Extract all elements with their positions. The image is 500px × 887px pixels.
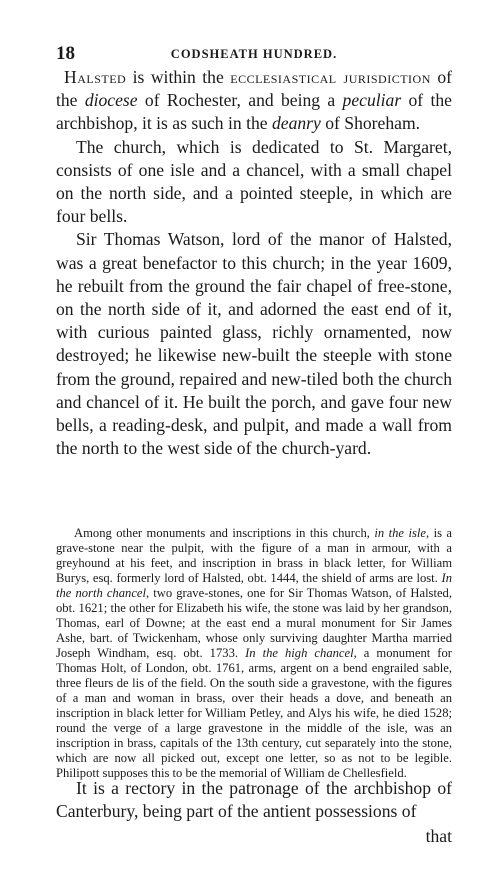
paragraph-church: The church, which is dedicated to St. Margaret, consists of one isle and a chancel, with a small chapel on the north side, and a pointed steeple, in which are four bells.	[56, 136, 452, 227]
text-span: , two grave-stones, one for Sir Thomas Watson, of Halsted, obt. 1621; the other for Elizabeth his wife, the stone was laid by her grandson, Thomas, earl of Downe; at the east end a mural monument for Sir James Ashe, bart. of Twickenham, whose only surviving daughter Martha married Joseph Windham, esq. obt. 1733.	[56, 586, 452, 660]
page-number: 18	[56, 43, 75, 64]
catchword: that	[425, 826, 452, 846]
italic-north-chancel: In the north chancel	[56, 571, 452, 600]
page-header	[56, 44, 452, 64]
italic-deanry: deanry	[271, 113, 321, 134]
italic-diocese: diocese	[84, 90, 138, 111]
monuments-note	[56, 526, 452, 781]
ecclesiastical-jurisdiction-term: ecclesiastical jurisdiction	[230, 67, 431, 87]
text-span: of the archbishop, it is as such in the	[56, 90, 452, 134]
text-span: of Shoreham.	[320, 113, 421, 134]
text-span: , is a grave-stone near the pulpit, with the figure of a man in armour, with a greyhound at his feet, and inscription in brass in black letter, for William Burys, esq. formerly lord of Halsted, obt. 1444, the shield of arms are lost.	[56, 526, 453, 585]
italic-in-the-isle: in the isle	[374, 526, 426, 540]
closing-text	[56, 777, 452, 823]
text-span: of the	[56, 67, 452, 111]
paragraph-watson: Sir Thomas Watson, lord of the manor of Halsted, was a great benefactor to this church; in the year 1609, he rebuilt from the ground the fair chapel of free-stone, on the north side of it, and adorned the east end of it, with curious painted glass, richly ornamented, now destroyed; he likewise new-built the steeple with stone from the ground, repaired and new-tiled both the church and chancel of it. He built the porch, and gave four new bells, a reading-desk, and pulpit, and made a wall from the north to the west side of the church-yard.	[56, 229, 452, 459]
italic-peculiar: peculiar	[342, 90, 402, 111]
paragraph-rectory: It is a rectory in the patronage of the archbishop of Canterbury, being part of the antient possessions of	[56, 778, 452, 822]
paragraph-jurisdiction	[56, 66, 452, 136]
place-name-halsted: Halsted	[64, 67, 127, 87]
text-span: of Rochester, and being a	[137, 90, 343, 111]
note-paragraph	[56, 526, 452, 781]
running-head: CODSHEATH HUNDRED.	[170, 47, 338, 61]
text-span: , a monument for Thomas Holt, of London, obt. 1761, arms, argent on a bend engrailed sable, three fleurs de lis of the field. On the south side a gravestone, with the figures of a man and woman in brass, over their heads a dove, and beneath an inscription in black letter for William Petley, and Alys his wife, he died 1528; round the verge of a large gravestone in the middle of the isle, was an inscription in brass, capitals of the 13th century, cut separately into the stone, which are now all picked out, except one letter, so as not to be legible. Philipott supposes this to be the memorial of William de Chellesfield.	[56, 646, 452, 780]
main-text	[56, 66, 452, 460]
text-span: Among other monuments and inscriptions in this church,	[74, 526, 375, 540]
italic-high-chancel: In the high chancel	[245, 646, 354, 660]
text-span: is within the	[126, 67, 231, 87]
